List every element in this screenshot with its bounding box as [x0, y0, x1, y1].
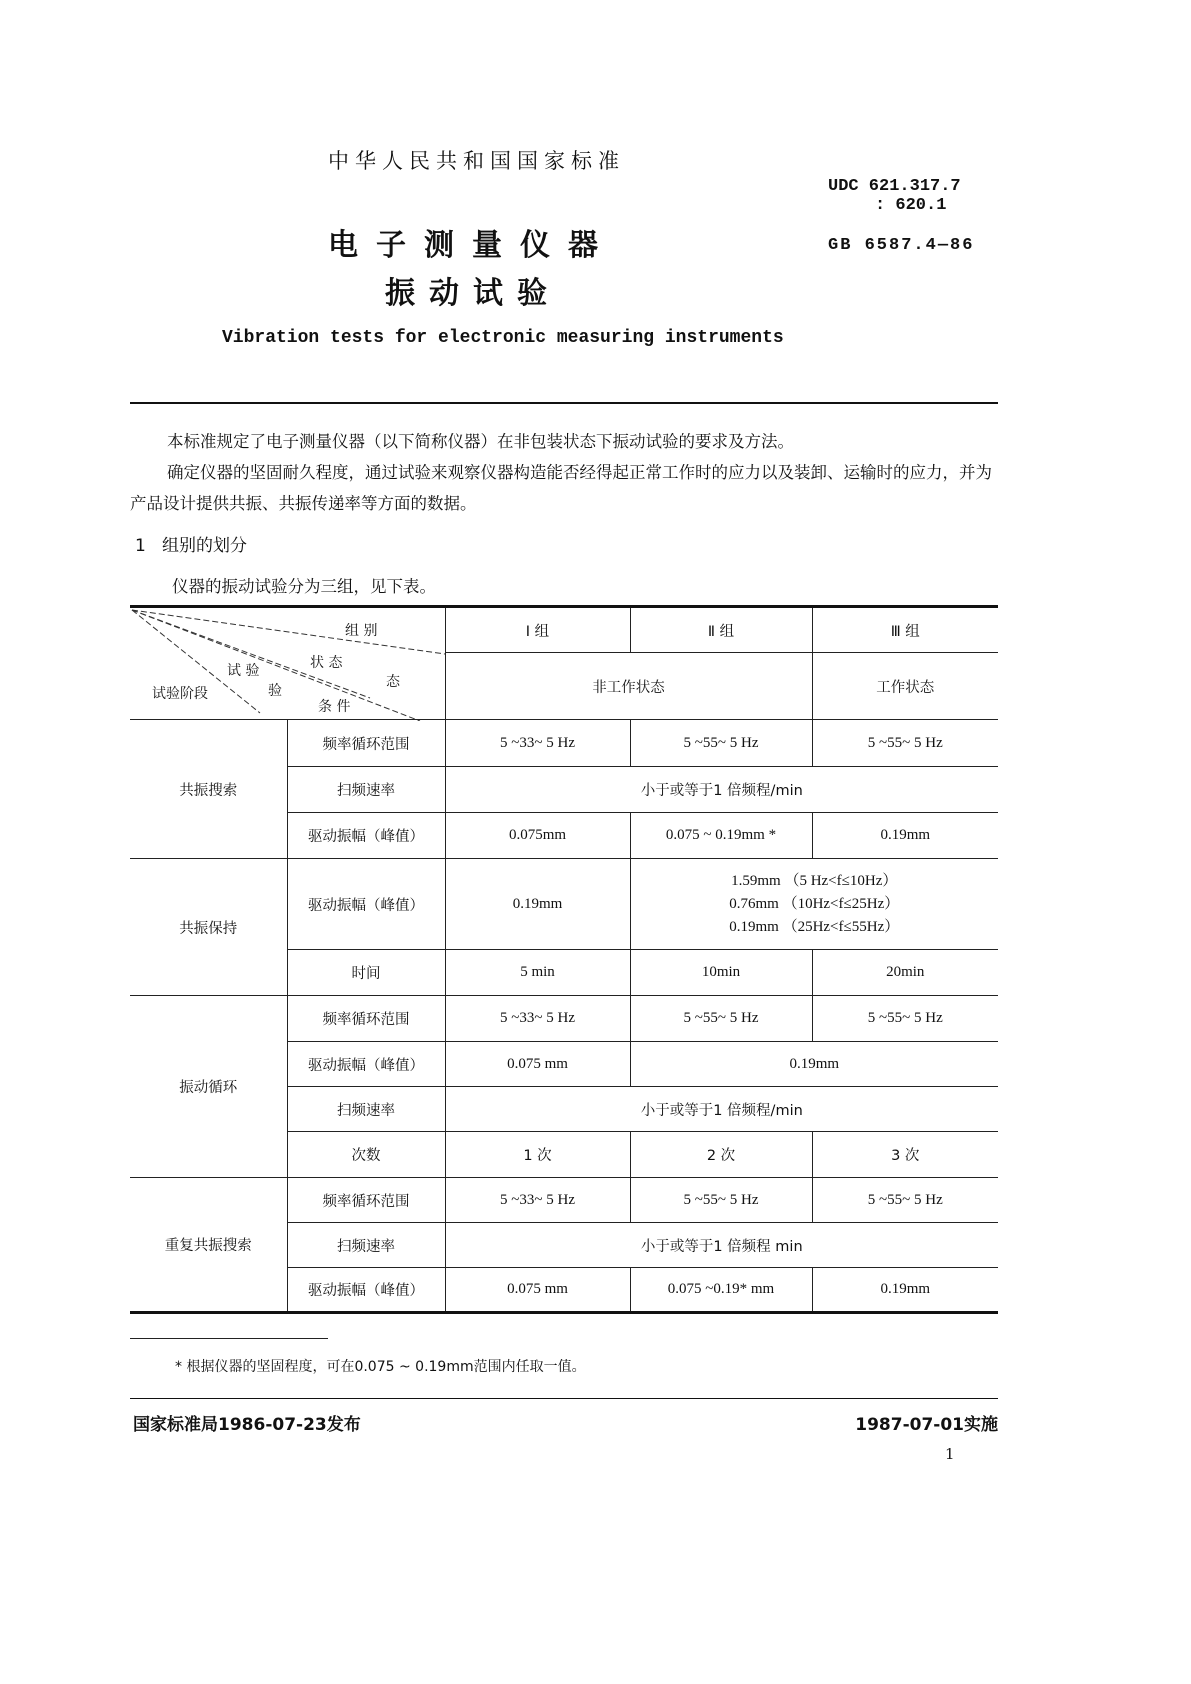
condition-cell: 频率循环范围: [287, 1178, 445, 1223]
group-1-header: Ⅰ 组: [445, 607, 630, 653]
section-title: 组别的划分: [162, 536, 248, 556]
diagonal-header: [130, 607, 445, 720]
issuing-country-standard: 中华人民共和国国家标准: [328, 149, 625, 173]
header-test-label: 试 验: [227, 663, 260, 679]
value-cell: 1 次: [445, 1132, 630, 1178]
stage-cell: 重复共振搜索: [130, 1178, 287, 1313]
header-cond-label: 条 件: [318, 699, 351, 715]
header-group-label: 组 别: [345, 623, 378, 639]
footer-divider: [130, 1398, 998, 1399]
group-2-header: Ⅱ 组: [630, 607, 812, 653]
footnote: * 根据仪器的坚固程度，可在0.075 ~ 0.19mm范围内任取一值。: [175, 1359, 586, 1375]
footnote-divider: [130, 1338, 328, 1339]
value-cell: 5 min: [445, 950, 630, 996]
condition-cell: 驱动振幅（峰值）: [287, 1268, 445, 1313]
udc-line-2: : 620.1: [875, 196, 947, 215]
condition-cell: 时间: [287, 950, 445, 996]
value-cell: 2 次: [630, 1132, 812, 1178]
state-working: 工作状态: [812, 653, 998, 720]
section-number: 1: [135, 536, 146, 556]
condition-cell: 扫频速率: [287, 1087, 445, 1132]
condition-cell: 驱动振幅（峰值）: [287, 813, 445, 859]
paragraph: 确定仪器的坚固耐久程度，通过试验来观察仪器构造能否经得起正常工作时的应力以及装卸、运输时的应力，并为产品设计提供共振、共振传递率等方面的数据。: [130, 463, 992, 513]
value-cell: 小于或等于1 倍频程/min: [445, 1087, 998, 1132]
vibration-test-table: [130, 605, 998, 1314]
value-cell: 5 ~55~ 5 Hz: [630, 1178, 812, 1223]
value-cell: 3 次: [812, 1132, 998, 1178]
stage-cell: 共振保持: [130, 859, 287, 996]
issue-date: 国家标准局1986-07-23发布: [133, 1415, 361, 1435]
value-cell: 0.075 ~ 0.19mm *: [630, 813, 812, 859]
title-line-2: 振动试验: [385, 276, 561, 311]
header-stage-label: 试验阶段: [152, 686, 208, 702]
header-yan-label: 验: [268, 683, 282, 699]
value-cell: 10min: [630, 950, 812, 996]
stage-cell: 共振搜索: [130, 720, 287, 859]
page-number: 1: [945, 1445, 955, 1463]
value-cell: 5 ~55~ 5 Hz: [812, 1178, 998, 1223]
stage-cell: 振动循环: [130, 996, 287, 1178]
value-cell: 20min: [812, 950, 998, 996]
value-cell: 0.19mm: [812, 1268, 998, 1313]
value-cell: 5 ~33~ 5 Hz: [445, 1178, 630, 1223]
range-line: 0.19mm （25Hz<f≤55Hz）: [729, 918, 900, 935]
value-cell: 0.075 mm: [445, 1268, 630, 1313]
value-cell-ranges: [630, 859, 998, 950]
condition-cell: 频率循环范围: [287, 996, 445, 1042]
header-tai-label: 态: [386, 674, 400, 690]
range-line: 0.76mm （10Hz<f≤25Hz）: [729, 895, 900, 912]
value-cell: 5 ~55~ 5 Hz: [630, 996, 812, 1042]
value-cell: 5 ~55~ 5 Hz: [630, 720, 812, 767]
value-cell: 小于或等于1 倍频程 min: [445, 1223, 998, 1268]
paragraph: 本标准规定了电子测量仪器（以下简称仪器）在非包装状态下振动试验的要求及方法。: [167, 432, 794, 451]
body-text: [130, 426, 1000, 519]
header-state-label: 状 态: [310, 655, 343, 671]
condition-cell: 扫频速率: [287, 767, 445, 813]
effective-date: 1987-07-01实施: [855, 1415, 998, 1435]
table-intro: 仪器的振动试验分为三组，见下表。: [172, 577, 436, 596]
value-cell: 0.075 ~0.19* mm: [630, 1268, 812, 1313]
gb-number: GB 6587.4—86: [828, 236, 975, 255]
condition-cell: 频率循环范围: [287, 720, 445, 767]
diagonal-lines: [130, 608, 445, 721]
state-nonworking: 非工作状态: [445, 653, 812, 720]
range-line: 1.59mm （5 Hz<f≤10Hz）: [731, 872, 898, 889]
title-line-1: 电子测量仪器: [328, 228, 616, 263]
condition-cell: 驱动振幅（峰值）: [287, 859, 445, 950]
group-3-header: Ⅲ 组: [812, 607, 998, 653]
divider: [130, 402, 998, 404]
value-cell: 0.19mm: [630, 1042, 998, 1087]
udc-line-1: UDC 621.317.7: [828, 177, 961, 196]
title-english: Vibration tests for electronic measuring instruments: [222, 328, 784, 348]
condition-cell: 次数: [287, 1132, 445, 1178]
value-cell: 0.19mm: [445, 859, 630, 950]
value-cell: 0.075mm: [445, 813, 630, 859]
value-cell: 0.075 mm: [445, 1042, 630, 1087]
value-cell: 5 ~55~ 5 Hz: [812, 996, 998, 1042]
udc-code: [828, 177, 961, 215]
section-heading: [135, 531, 247, 556]
value-cell: 5 ~33~ 5 Hz: [445, 720, 630, 767]
value-cell: 5 ~55~ 5 Hz: [812, 720, 998, 767]
value-cell: 小于或等于1 倍频程/min: [445, 767, 998, 813]
condition-cell: 驱动振幅（峰值）: [287, 1042, 445, 1087]
value-cell: 5 ~33~ 5 Hz: [445, 996, 630, 1042]
value-cell: 0.19mm: [812, 813, 998, 859]
condition-cell: 扫频速率: [287, 1223, 445, 1268]
